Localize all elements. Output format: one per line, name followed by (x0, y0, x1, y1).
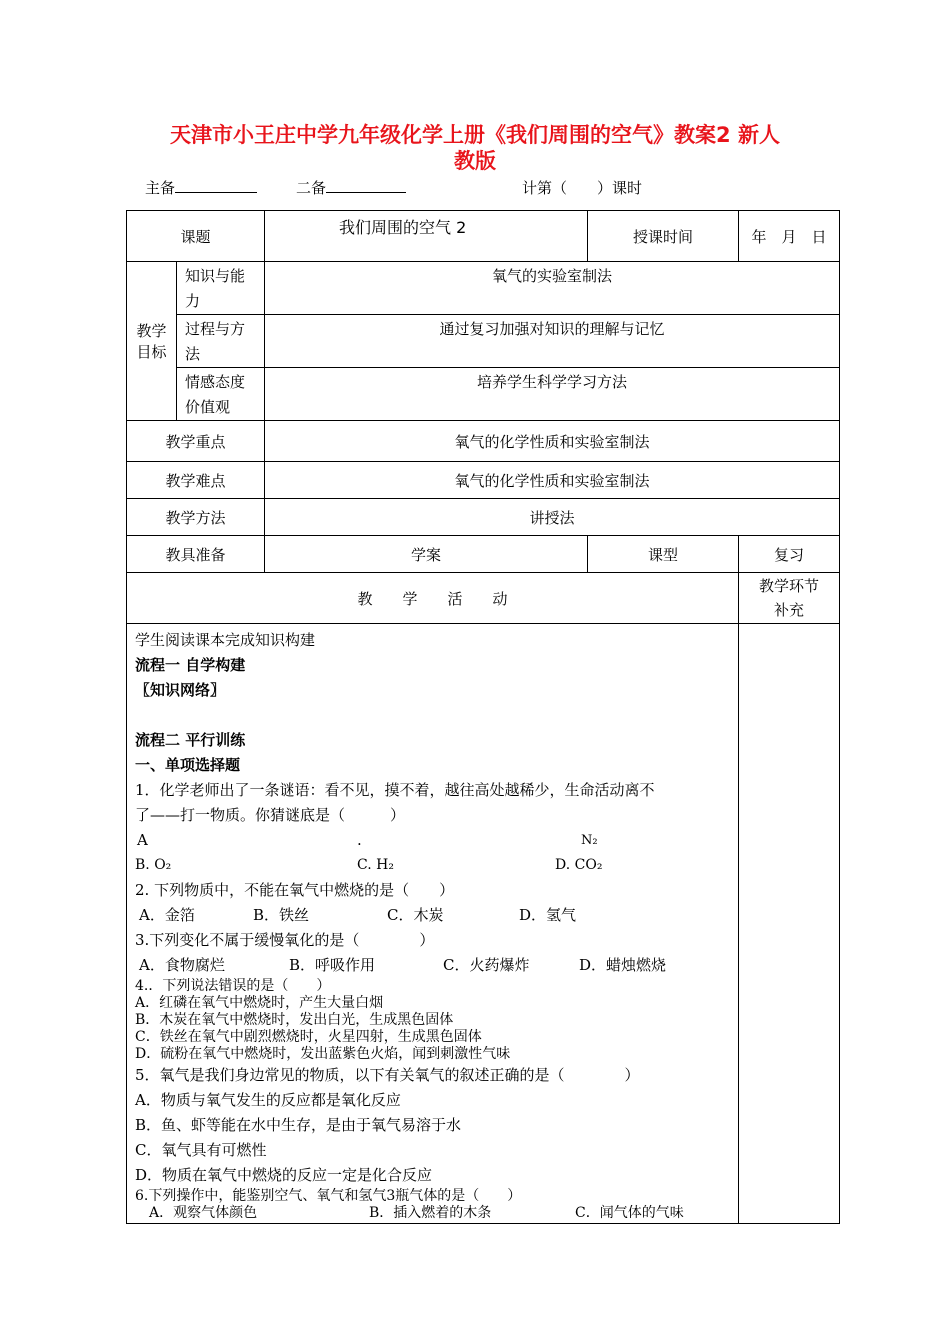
main-preparer: 主备 (145, 177, 257, 198)
q1-options-row-1 (135, 828, 738, 853)
goal-2-value: 通过复习加强对知识的理解与记忆 (265, 315, 840, 368)
q4-option: C．铁丝在氧气中剧烈燃烧时，火星四射，生成黑色固体 (135, 1029, 482, 1045)
flow-1-heading: 流程一 自学构建 (135, 656, 246, 674)
q6-options (135, 1205, 738, 1223)
goal-3-label: 情感态度价值观 (177, 368, 265, 421)
method-row (127, 499, 840, 536)
q4-option: B．木炭在氧气中燃烧时，发出白光，生成黑色固体 (135, 1012, 454, 1028)
goal-row-3 (127, 368, 840, 421)
second-preparer: 二备 (296, 177, 406, 198)
lesson-plan-table (126, 210, 840, 1224)
type-value: 复习 (739, 536, 840, 573)
tools-value: 学案 (265, 536, 588, 573)
q1-option-d: D. CO₂ (555, 857, 603, 873)
q5-stem: 5．氧气是我们身边常见的物质，以下有关氧气的叙述正确的是（ ） (135, 1066, 640, 1084)
goal-1-value: 氧气的实验室制法 (265, 262, 840, 315)
time-label: 授课时间 (588, 211, 739, 262)
method-value: 讲授法 (265, 499, 840, 536)
activity-header: 教 学 活 动 (127, 573, 739, 624)
q1-n2: N₂ (581, 833, 598, 848)
goal-3-value: 培养学生科学学习方法 (265, 368, 840, 421)
title-line-2: 教版 (454, 149, 496, 173)
difficulty-value: 氧气的化学性质和实验室制法 (265, 462, 840, 499)
q2-option: C．木炭 (387, 906, 444, 924)
q6-stem: 6.下列操作中，能鉴别空气、氧气和氢气3瓶气体的是（ ） (135, 1188, 522, 1204)
activity-body-row (127, 624, 840, 1224)
topic-label: 课题 (127, 211, 265, 262)
q3-option: C．火药爆炸 (443, 956, 530, 974)
q5-option: A．物质与氧气发生的反应都是氧化反应 (135, 1091, 401, 1109)
goal-row-2 (127, 315, 840, 368)
q5-option: D．物质在氧气中燃烧的反应一定是化合反应 (135, 1166, 433, 1184)
topic-row (127, 211, 840, 262)
tools-label: 教具准备 (127, 536, 265, 573)
difficulty-row (127, 462, 840, 499)
q5-option: B．鱼、虾等能在水中生存，是由于氧气易溶于水 (135, 1116, 462, 1134)
intro-text: 学生阅读课本完成知识构建 (135, 631, 316, 649)
document-title (120, 122, 830, 174)
goal-label: 教学目标 (127, 262, 177, 421)
title-line-1: 天津市小王庄中学九年级化学上册《我们周围的空气》教案2 新人 (170, 123, 780, 147)
q3-option: B．呼吸作用 (289, 956, 376, 974)
q4-stem: 4.．下列说法错误的是（ ） (135, 978, 331, 994)
goal-row-1 (127, 262, 840, 315)
tools-row (127, 536, 840, 573)
lesson-count: 计第（ ）课时 (522, 179, 643, 197)
q6-option: C．闻气体的气味 (575, 1205, 684, 1221)
method-label: 教学方法 (127, 499, 265, 536)
focus-label: 教学重点 (127, 421, 265, 462)
activity-content (127, 624, 739, 1224)
time-value: 年 月 日 (739, 211, 840, 262)
flow-2-heading: 流程二 平行训练 (135, 731, 246, 749)
topic-value: 我们周围的空气 2 (335, 215, 470, 238)
focus-row (127, 421, 840, 462)
topic-cell (265, 211, 588, 262)
difficulty-label: 教学难点 (127, 462, 265, 499)
q4-option: D．硫粉在氧气中燃烧时，发出蓝紫色火焰，闻到刺激性气味 (135, 1046, 511, 1062)
q5-option: C．氧气具有可燃性 (135, 1141, 267, 1159)
q1-option-c: C. H₂ (357, 857, 394, 873)
q4-option: A．红磷在氧气中燃烧时，产生大量白烟 (135, 995, 384, 1011)
q1-options-row-2 (135, 853, 738, 878)
q1-line-2: 了——打一物质。你猜谜底是（ ） (135, 806, 406, 824)
q2-option: A．金箔 (139, 906, 195, 924)
supplement-column (739, 624, 840, 1224)
goal-1-label: 知识与能力 (177, 262, 265, 315)
q1-dot: . (357, 831, 362, 849)
q3-option: A．食物腐烂 (139, 956, 225, 974)
q1-option-a: A (137, 831, 148, 849)
type-label: 课型 (588, 536, 739, 573)
activity-header-row (127, 573, 840, 624)
knowledge-network-heading: 〖知识网络〗 (135, 681, 226, 699)
q2-stem: 2. 下列物质中，不能在氧气中燃烧的是（ ） (135, 881, 455, 899)
focus-value: 氧气的化学性质和实验室制法 (265, 421, 840, 462)
q3-options (135, 953, 738, 978)
q2-options (135, 903, 738, 928)
supplement-header: 教学环节补充 (739, 573, 840, 624)
q3-stem: 3.下列变化不属于缓慢氧化的是（ ） (135, 931, 435, 949)
section-1-heading: 一、单项选择题 (135, 756, 241, 774)
blank-line (135, 703, 738, 728)
q1-line-1: 1．化学老师出了一条谜语：看不见，摸不着，越往高处越稀少，生命活动离不 (135, 781, 655, 799)
q1-option-b: B. O₂ (135, 857, 172, 873)
q3-option: D．蜡烛燃烧 (579, 956, 667, 974)
q6-option: A．观察气体颜色 (149, 1205, 258, 1221)
q6-option: B．插入燃着的木条 (369, 1205, 492, 1221)
q2-option: B．铁丝 (253, 906, 310, 924)
q2-option: D．氢气 (519, 906, 577, 924)
goal-2-label: 过程与方法 (177, 315, 265, 368)
